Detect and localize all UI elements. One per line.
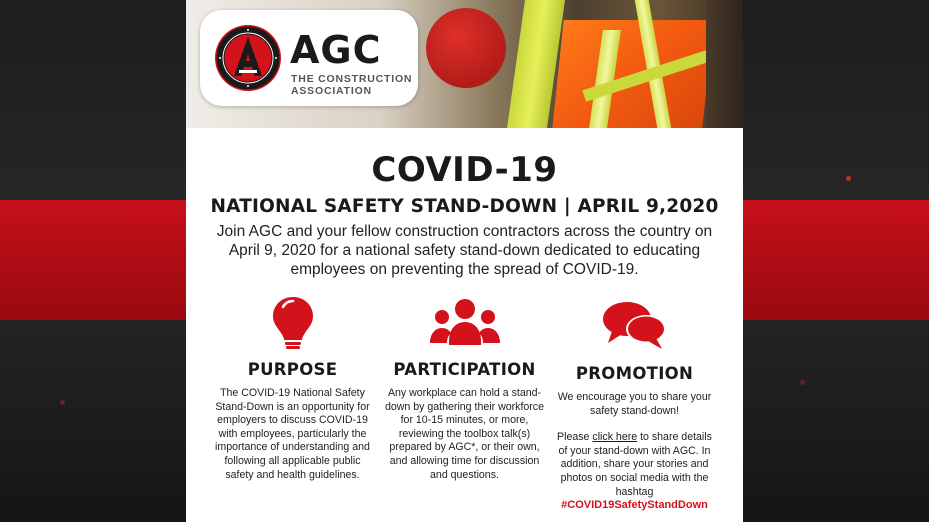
- spark-decoration: [846, 176, 851, 181]
- promotion-text-pre: Please: [557, 431, 593, 444]
- promotion-details: [552, 431, 717, 499]
- spark-decoration: [800, 380, 805, 385]
- purpose-icon-wrap: [210, 292, 375, 354]
- promotion-section: [552, 292, 717, 513]
- purpose-heading: PURPOSE: [247, 360, 338, 379]
- participation-icon-wrap: [382, 292, 547, 354]
- lightbulb-icon: [271, 295, 315, 351]
- page-subtitle: NATIONAL SAFETY STAND-DOWN | APRIL 9,2020: [210, 196, 719, 217]
- promotion-icon-wrap: [552, 292, 717, 354]
- participation-section: [382, 292, 547, 482]
- spark-decoration: [60, 400, 65, 405]
- click-here-link[interactable]: click here: [592, 431, 638, 444]
- intro-paragraph: Join AGC and your fellow construction contractors across the country on April 9, 2020 for a national safety stand-down dedicated to educating employees on preventing the spread of COVID-19.: [216, 223, 713, 278]
- participation-body: Any workplace can hold a stand-down by gathering their workforce for 10-15 minutes, or more, reviewing the toolbox talk(s) prepared by AGC*, or their own, and allowing time for discussion and questions.: [385, 387, 544, 481]
- agc-logo: [200, 10, 418, 106]
- paragraph-gap: [552, 418, 717, 431]
- logo-tagline: THE CONSTRUCTION ASSOCIATION: [291, 73, 413, 97]
- promotion-heading: PROMOTION: [575, 364, 694, 383]
- promotion-intro-text: We encourage you to share your safety stand-down!: [557, 391, 712, 417]
- agc-seal-icon: [214, 24, 282, 92]
- promotion-body: [552, 391, 717, 513]
- logo-wordmark: AGC: [290, 28, 382, 72]
- hashtag-text: #COVID19SafetyStandDown: [561, 499, 708, 512]
- purpose-body: The COVID-19 National Safety Stand-Down is an opportunity for employers to discuss COVID-19 with employees, particularly the importance of understanding and following all applicable public safety and health guidelines.: [215, 387, 370, 481]
- people-group-icon: [429, 297, 501, 349]
- promotion-text-post: to share details of your stand-down with AGC. In addition, share your stories and photos on social media with the hashtag: [558, 431, 712, 498]
- hard-hat-shape: [426, 8, 506, 88]
- participation-heading: PARTICIPATION: [393, 360, 536, 379]
- chat-bubbles-icon: [602, 299, 668, 351]
- photo-shadow: [706, 0, 743, 128]
- page-title: COVID-19: [371, 150, 558, 190]
- purpose-section: [210, 292, 375, 482]
- header-photo: [186, 0, 743, 128]
- flyer-card: [186, 0, 743, 522]
